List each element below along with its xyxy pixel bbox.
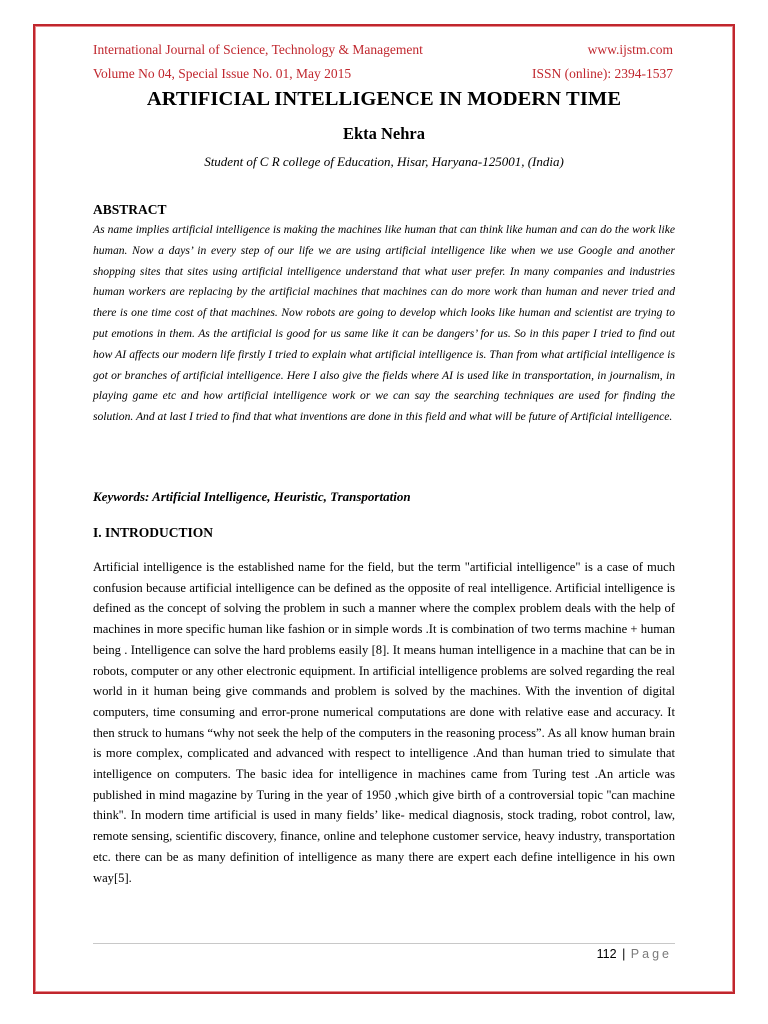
paper-author: Ekta Nehra (342, 124, 426, 143)
abstract-body (93, 220, 675, 428)
page-number-separator: | (622, 947, 626, 961)
page-number-value: 112 (596, 947, 617, 961)
journal-volume: Volume No 04, Special Issue No. 01, May 2015 (93, 66, 352, 81)
introduction-body (93, 557, 675, 888)
page-number (597, 947, 672, 961)
abstract-heading: ABSTRACT (93, 202, 167, 217)
paper-title: ARTIFICIAL INTELLIGENCE IN MODERN TIME (146, 88, 622, 110)
introduction-heading: I. INTRODUCTION (93, 525, 214, 540)
author-affiliation: Student of C R college of Education, Hisar, Haryana-125001, (India) (204, 154, 564, 169)
keywords: Keywords: Artificial Intelligence, Heuristic, Transportation (93, 489, 411, 504)
footer-divider (93, 943, 675, 944)
journal-website: www.ijstm.com (587, 42, 673, 57)
abstract-text: As name implies artificial intelligence is making the machines like human that can think like human and can do the work like human. Now a days’ in every step of our life we are using artificial intelligence like when we use Google and another shopping sites that sites using artificial intelligence understand that what user prefer. In many companies and industries human workers are replacing by the artificial machines that machines can do more work than human and never tried and there is one time cost of that machines. Now robots are going to develop which looks like human and scientist are trying to put emotions in them. As the artificial is good for us same like it can be dangers’ for us. So in this paper I tried to find out how AI affects our modern life firstly I tried to explain what artificial intelligence is. Than from what artificial intelligence is got or branches of artificial intelligence. Here I also give the fields where AI is used like in transportation, in journalism, in playing game etc and how artificial intelligence work or we can say the searching techniques are used for finding the solution. And at last I tried to find that what inventions are done in this field and what will be future of Artificial intelligence. (93, 223, 675, 424)
introduction-text: Artificial intelligence is the established name for the field, but the term "artificial intelligence" is a case of much confusion because artificial intelligence can be defined as the opposite of real intelligence. Artificial intelligence is defined as the concept of solving the problem in such a manner where the complex problem deals with the help of machines in more specific human like fashion or in simple words .It is combination of two terms machine + human being . Intelligence can solve the hard problems easily [8]. It means human intelligence in a machine that can be in robots, computer or any other electronic equipment. In artificial intelligence problems are solved regarding the real world in it human being give commands and problem is solved by the machines. With the invention of digital computers, time consuming and error-prone numerical computations are done with relative ease and accuracy. It then struck to humans “why not seek the help of the computers in the reasoning process”. As all know human brain is more complex, complicated and advanced with respect to intelligence .And than human tried to simulate that intelligence on computers. The basic idea for intelligence in machines came from Turing test .An article was published in mind magazine by Turing in the year of 1950 ,which give birth of a controversial topic ''can machine think''. In modern time artificial is used in many fields’ like- medical diagnosis, stock trading, robot control, law, remote sensing, scientific discovery, finance, online and telephone customer service, heavy industry, transportation etc. there can be as many definition of intelligence as many there are expert each define intelligence in his own way[5]. (93, 560, 675, 885)
journal-name: International Journal of Science, Technology & Management (93, 42, 423, 57)
page-label: Page (630, 947, 672, 961)
journal-issn: ISSN (online): 2394-1537 (532, 66, 673, 81)
